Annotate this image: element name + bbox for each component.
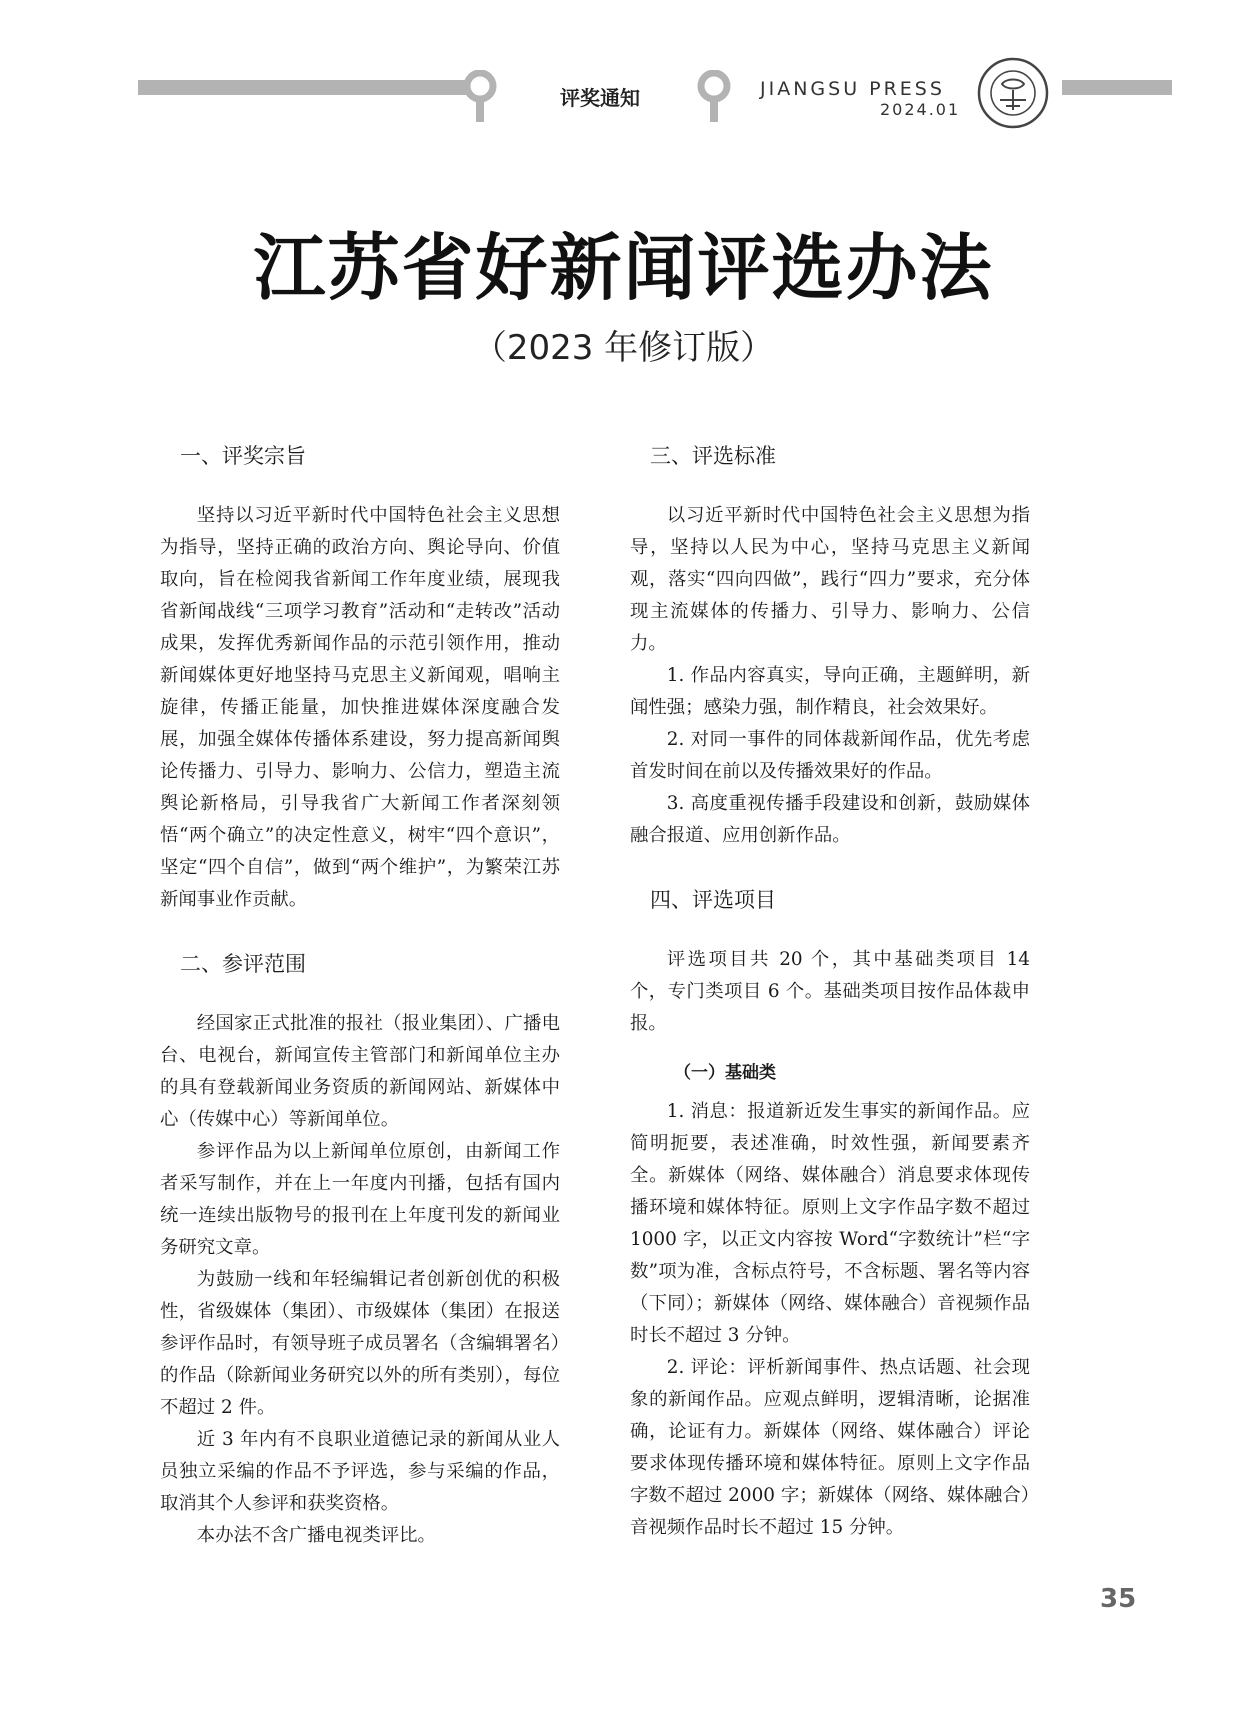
association-seal-icon: [976, 56, 1050, 130]
paragraph: 3. 高度重视传播手段建设和创新，鼓励媒体融合报道、应用创新作品。: [630, 793, 1030, 846]
paragraph: 评选项目共 20 个，其中基础类项目 14 个，专门类项目 6 个。基础类项目按作品体裁申报。: [630, 949, 1030, 1034]
paragraph: 1. 作品内容真实，导向正确，主题鲜明，新闻性强；感染力强，制作精良，社会效果好。: [630, 665, 1030, 718]
paragraph: 本办法不含广播电视类评比。: [196, 1525, 436, 1546]
header-rule-right: [1062, 80, 1172, 95]
paragraph: 2. 评论：评析新闻事件、热点话题、社会现象的新闻作品。应观点鲜明，逻辑清晰，论据准确，论证有力。新媒体（网络、媒体融合）评论要求体现传播环境和媒体特征。原则上文字作品字数不超过 2000 字；新媒体（网络、媒体融合）音视频作品时长不超过 15 分钟。: [630, 1357, 1030, 1538]
section-heading: 四、评选项目: [650, 888, 776, 912]
section-label: 评奖通知: [560, 86, 640, 110]
location-pin-icon: [696, 70, 732, 124]
press-name: JIANGSU PRESS: [760, 78, 945, 100]
page-number: 35: [1100, 1584, 1137, 1614]
subsection-heading: （一）基础类: [674, 1063, 776, 1083]
article-title: 江苏省好新闻评选办法: [253, 226, 994, 310]
paragraph: 经国家正式批准的报社（报业集团）、广播电台、电视台，新闻宣传主管部门和新闻单位主办的具有登载新闻业务资质的新闻网站、新媒体中心（传媒中心）等新闻单位。: [160, 1013, 560, 1130]
paragraph: 参评作品为以上新闻单位原创，由新闻工作者采写制作，并在上一年度内刊播，包括有国内统一连续出版物号的报刊在上年度刊发的新闻业务研究文章。: [160, 1141, 560, 1258]
header-rule-left: [138, 80, 468, 95]
paragraph: 为鼓励一线和年轻编辑记者创新创优的积极性，省级媒体（集团）、市级媒体（集团）在报送参评作品时，有领导班子成员署名（含编辑署名）的作品（除新闻业务研究以外的所有类别），每位不超过 2 件。: [160, 1269, 560, 1418]
article-subtitle: （2023 年修订版）: [472, 328, 775, 368]
paragraph: 坚持以习近平新时代中国特色社会主义思想为指导，坚持正确的政治方向、舆论导向、价值取向，旨在检阅我省新闻工作年度业绩，展现我省新闻战线“三项学习教育”活动和“走转改”活动成果，发挥优秀新闻作品的示范引领作用，推动新闻媒体更好地坚持马克思主义新闻观，唱响主旋律，传播正能量，加快推进媒体深度融合发展，加强全媒体传播体系建设，努力提高新闻舆论传播力、引导力、影响力、公信力，塑造主流舆论新格局，引导我省广大新闻工作者深刻领悟“两个确立”的决定性意义，树牢“四个意识”，坚定“四个自信”，做到“两个维护”，为繁荣江苏新闻事业作贡献。: [160, 505, 560, 910]
paragraph: 以习近平新时代中国特色社会主义思想为指导，坚持以人民为中心，坚持马克思主义新闻观，落实“四向四做”，践行“四力”要求，充分体现主流媒体的传播力、引导力、影响力、公信力。: [630, 505, 1030, 654]
right-column: [630, 440, 1030, 1544]
issue-date: 2024.01: [880, 100, 961, 119]
paragraph: 2. 对同一事件的同体裁新闻作品，优先考虑首发时间在前以及传播效果好的作品。: [630, 729, 1030, 782]
paragraph: 1. 消息：报道新近发生事实的新闻作品。应简明扼要，表述准确，时效性强，新闻要素齐全。新媒体（网络、媒体融合）消息要求体现传播环境和媒体特征。原则上文字作品字数不超过 1000 字，以正文内容按 Word“字数统计”栏“字数”项为准，含标点符号，不含标题、署名等内容（下同）；新媒体（网络、媒体融合）音视频作品时长不超过 3 分钟。: [630, 1101, 1030, 1346]
section-heading: 二、参评范围: [180, 952, 306, 976]
left-column: [160, 440, 560, 1552]
location-pin-icon: [462, 70, 498, 124]
paragraph: 近 3 年内有不良职业道德记录的新闻从业人员独立采编的作品不予评选，参与采编的作品，取消其个人参评和获奖资格。: [160, 1429, 560, 1514]
section-heading: 三、评选标准: [650, 444, 776, 468]
section-heading: 一、评奖宗旨: [180, 444, 306, 468]
